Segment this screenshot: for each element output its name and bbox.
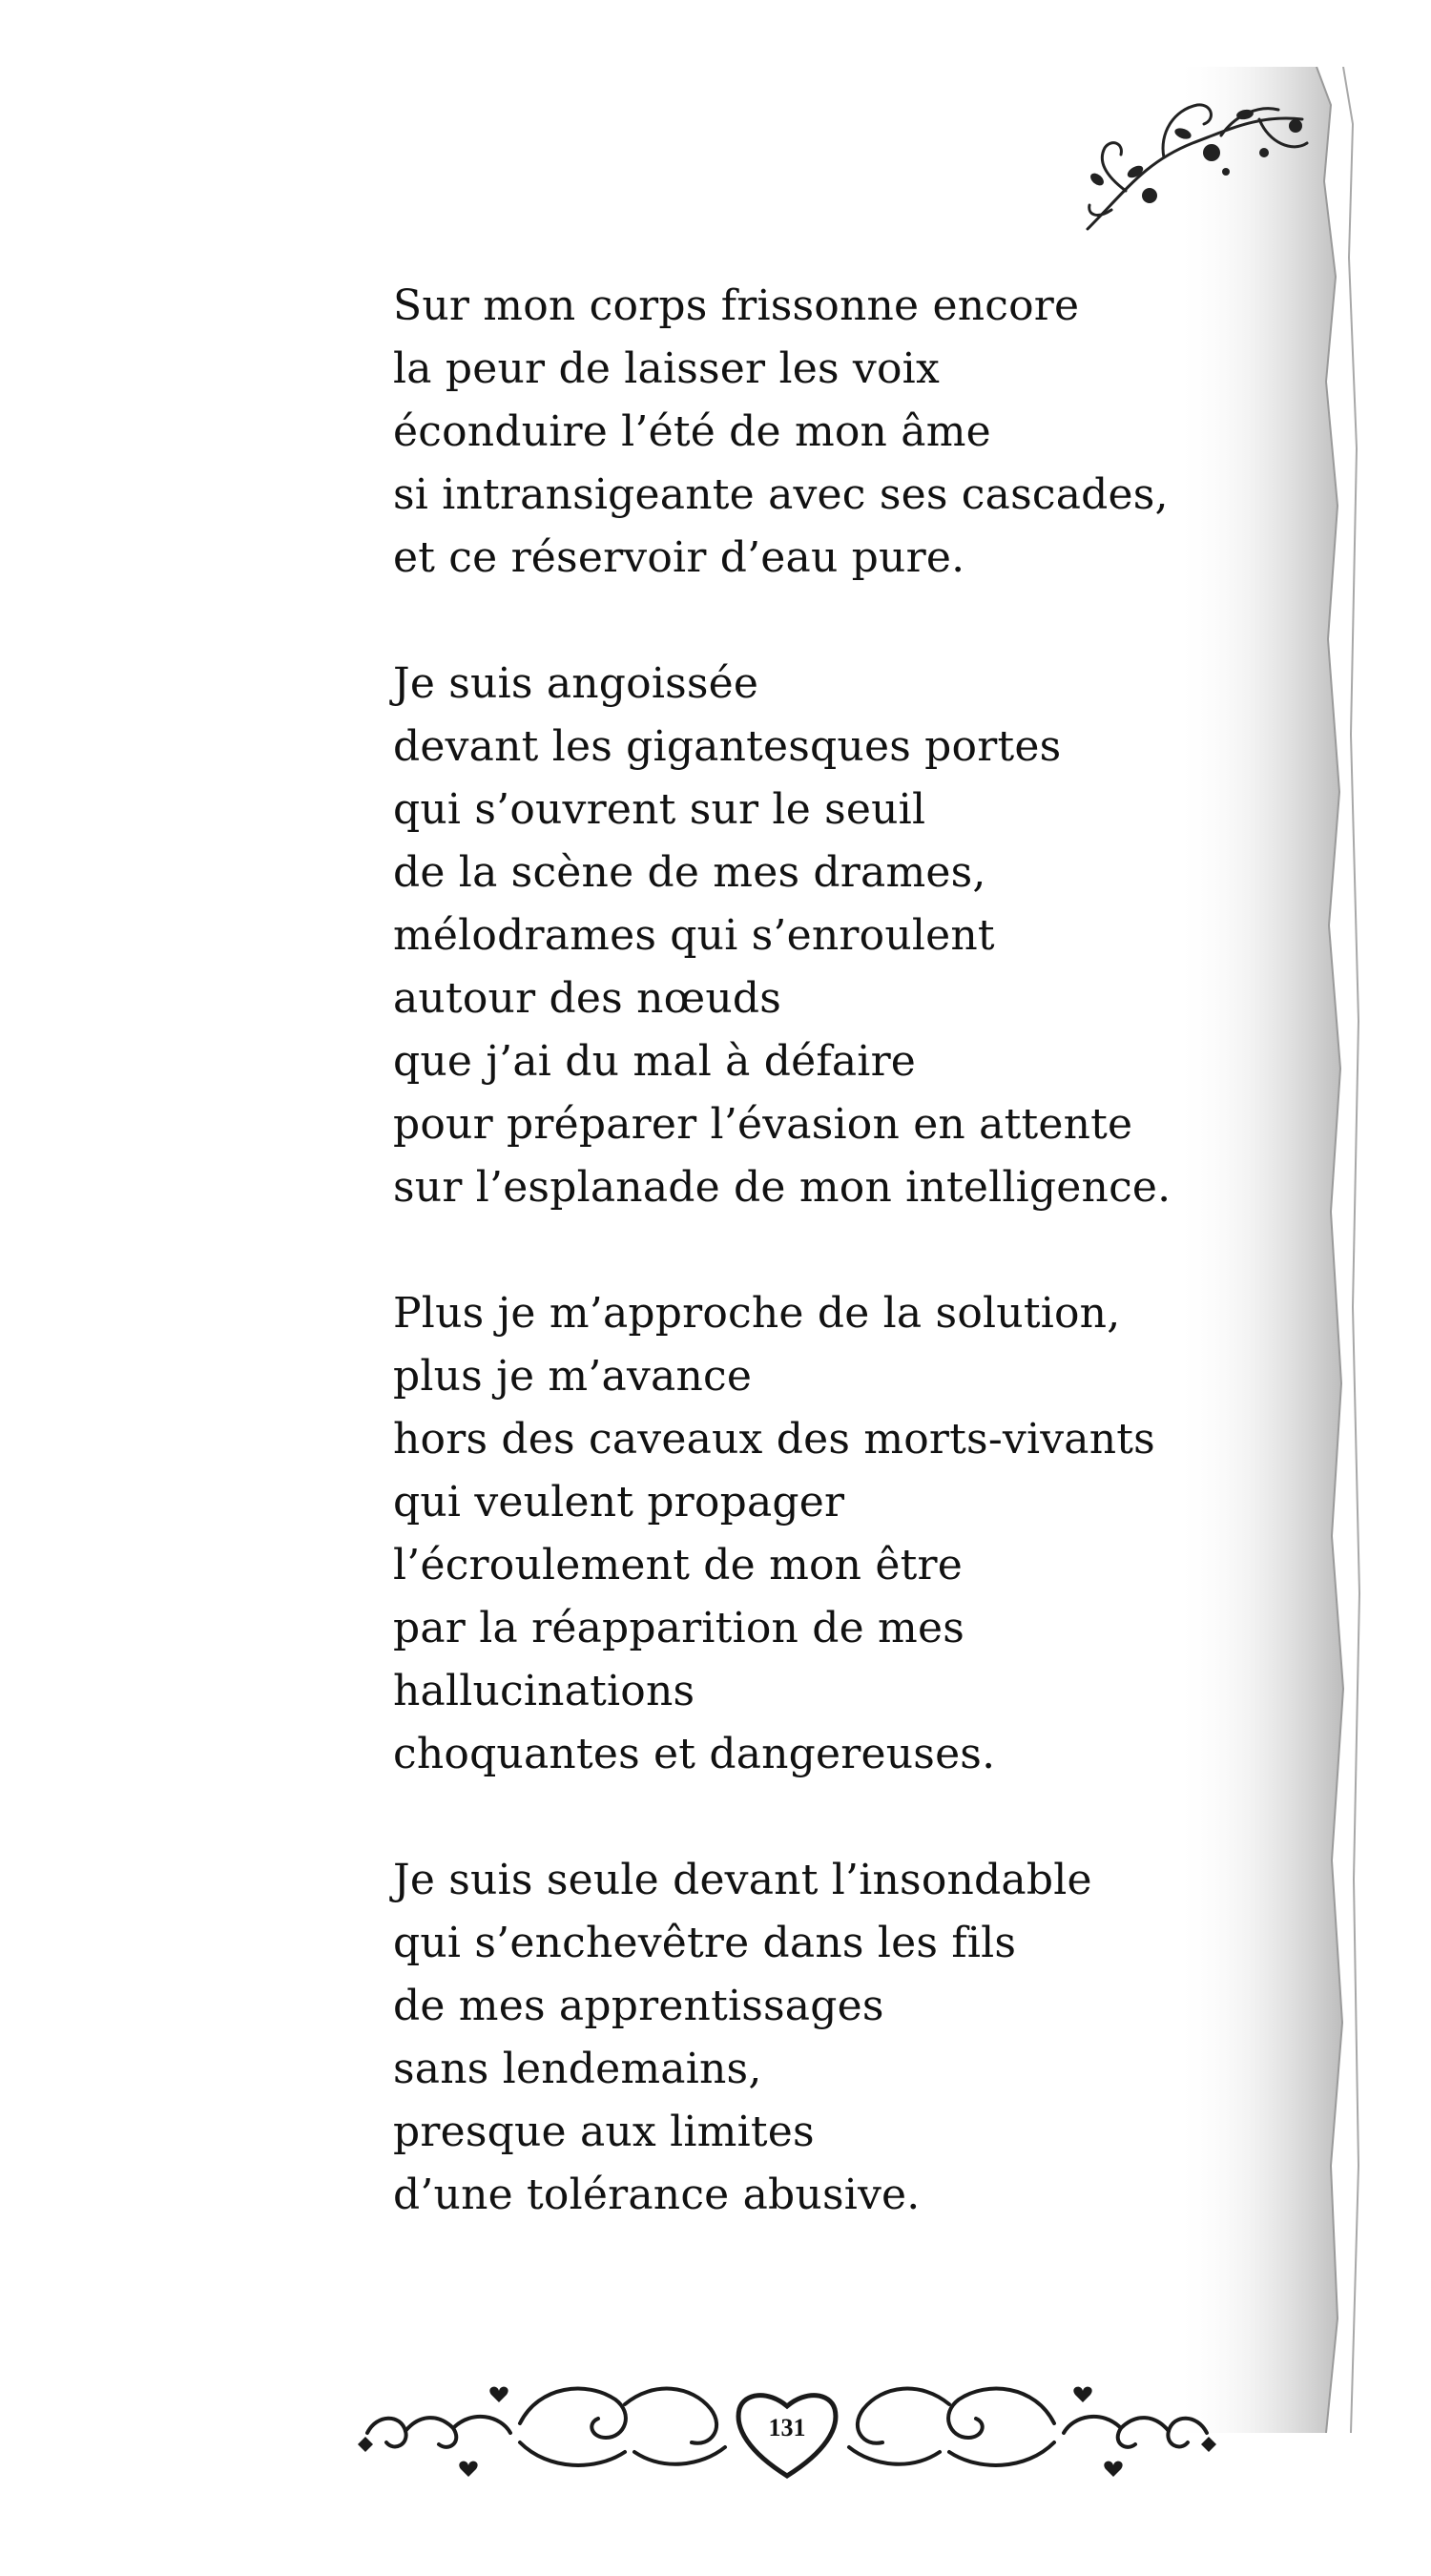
poem-line: autour des nœuds (393, 974, 781, 1023)
poem-line: devant les gigantesques portes (393, 722, 1062, 771)
poem-line: qui s’ouvrent sur le seuil (393, 785, 926, 834)
poem-line: mélodrames qui s’enroulent (393, 911, 995, 960)
poem-line: qui veulent propager (393, 1478, 845, 1527)
poem-line: et ce réservoir d’eau pure. (393, 533, 965, 582)
poem-line: qui s’enchevêtre dans les fils (393, 1919, 1017, 1967)
stanza-1 (393, 275, 1252, 590)
stanza-3 (393, 1282, 1252, 1786)
poem-line: Sur mon corps frissonne encore (393, 281, 1080, 330)
poem-line: pour préparer l’évasion en attente (393, 1100, 1133, 1149)
poem (393, 275, 1252, 2290)
poem-line: par la réapparition de mes (393, 1604, 964, 1652)
poem-line: choquantes et dangereuses. (393, 1730, 996, 1778)
poem-line: de mes apprentissages (393, 1982, 884, 2030)
poem-line: Je suis seule devant l’insondable (393, 1856, 1092, 1904)
poem-line: presque aux limites (393, 2108, 815, 2156)
page-number: 131 (768, 2414, 806, 2441)
poem-line: l’écroulement de mon être (393, 1541, 964, 1589)
poem-line: sans lendemains, (393, 2045, 762, 2093)
poem-line: la peur de laisser les voix (393, 344, 940, 393)
stanza-2 (393, 653, 1252, 1219)
poem-line: d’une tolérance abusive. (393, 2171, 921, 2219)
poem-line: de la scène de mes drames, (393, 848, 986, 897)
poem-line: Plus je m’approche de la solution, (393, 1289, 1121, 1338)
poem-line: si intransigeante avec ses cascades, (393, 470, 1169, 519)
poem-line: que j’ai du mal à défaire (393, 1037, 917, 1086)
stanza-4 (393, 1849, 1252, 2227)
poem-line: sur l’esplanade de mon intelligence. (393, 1163, 1172, 1212)
poem-line: hallucinations (393, 1667, 695, 1715)
poem-line: hors des caveaux des morts-vivants (393, 1415, 1155, 1464)
floral-vine-icon (1068, 76, 1326, 239)
poem-line: plus je m’avance (393, 1352, 753, 1401)
poem-line: éconduire l’été de mon âme (393, 407, 991, 456)
poem-line: Je suis angoissée (393, 659, 759, 708)
